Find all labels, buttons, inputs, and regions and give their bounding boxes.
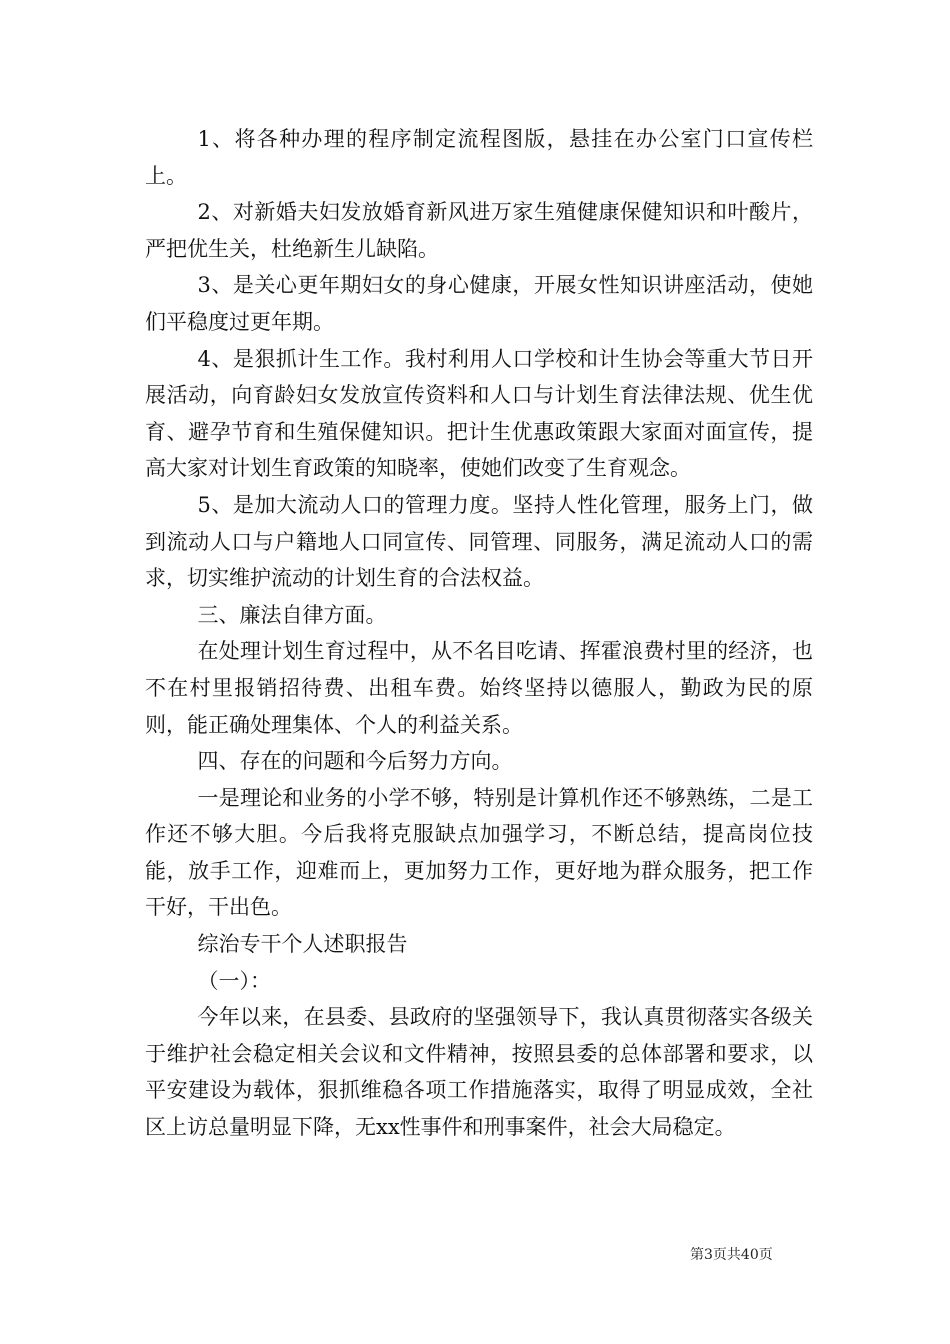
- report-title: 综治专干个人述职报告: [197, 932, 408, 957]
- section-heading-problems: 四、存在的问题和今后努力方向。: [197, 749, 513, 774]
- paragraph-item-2: 2、对新婚夫妇发放婚育新风进万家生殖健康保健知识和叶酸片，严把优生关，杜绝新生儿缺陷。: [145, 200, 813, 261]
- paragraph-problems: 一是理论和业务的小学不够，特别是计算机作还不够熟练，二是工作还不够大胆。今后我将克服缺点加强学习，不断总结，提高岗位技能，放手工作，迎难而上，更加努力工作，更好地为群众服务，把工作干好，干出色。: [145, 785, 813, 920]
- section-heading-integrity: 三、廉法自律方面。: [197, 602, 387, 627]
- paragraph-item-1: 1、将各种办理的程序制定流程图版，悬挂在办公室门口宣传栏上。: [145, 127, 813, 188]
- report-subtitle: （一）：: [197, 968, 271, 993]
- paragraph-integrity: 在处理计划生育过程中，从不名目吃请、挥霍浪费村里的经济，也不在村里报销招待费、出租车费。始终坚持以德服人，勤政为民的原则，能正确处理集体、个人的利益关系。: [145, 639, 813, 737]
- paragraph-item-5: 5、是加大流动人口的管理力度。坚持人性化管理，服务上门，做到流动人口与户籍地人口同宣传、同管理、同服务，满足流动人口的需求，切实维护流动的计划生育的合法权益。: [145, 492, 813, 591]
- document-body: [145, 121, 813, 1146]
- page-number: 第3页共40页: [690, 1247, 773, 1263]
- paragraph-item-4: 4、是狠抓计生工作。我村利用人口学校和计生协会等重大节日开展活动，向育龄妇女发放宣传资料和人口与计划生育法律法规、优生优育、避孕节育和生殖保健知识。把计生优惠政策跟大家面对面宣传，提高大家对计划生育政策的知晓率，使她们改变了生育观念。: [145, 346, 813, 481]
- paragraph-item-3: 3、是关心更年期妇女的身心健康，开展女性知识讲座活动，使她们平稳度过更年期。: [145, 273, 813, 334]
- paragraph-report-intro: 今年以来，在县委、县政府的坚强领导下，我认真贯彻落实各级关于维护社会稳定相关会议和文件精神，按照县委的总体部署和要求，以平安建设为载体，狠抓维稳各项工作措施落实，取得了明显成效，全社区上访总量明显下降，无xx性事件和刑事案件，社会大局稳定。: [145, 1005, 813, 1140]
